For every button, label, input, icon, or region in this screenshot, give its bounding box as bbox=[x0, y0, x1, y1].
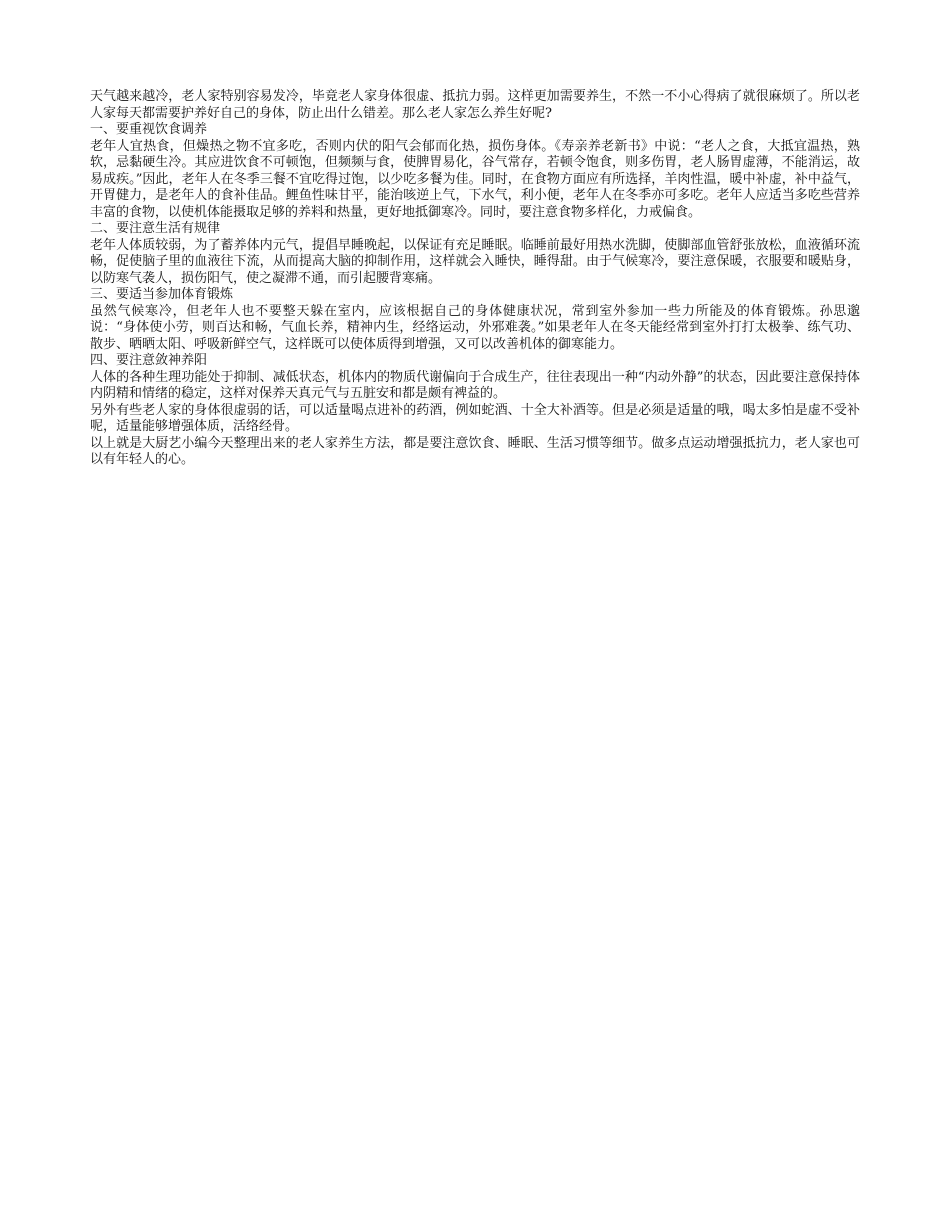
paragraph-exercise: 虽然气候寒冷，但老年人也不要整天躲在室内，应该根据自己的身体健康状况，常到室外参加一些力所能及的体育锻炼。孙思邈说：“身体使小劳，则百达和畅，气血长养，精神内生，经络运动，外邪难袭。”如果老年人在冬天能经常到室外打打太极拳、练气功、散步、晒晒太阳、呼吸新鲜空气，这样既可以使体质得到增强，又可以改善机体的御寒能力。 bbox=[90, 303, 860, 352]
section-heading-diet: 一、要重视饮食调养 bbox=[90, 122, 208, 137]
paragraph-routine: 老年人体质较弱，为了蓄养体内元气，提倡早睡晚起，以保证有充足睡眠。临睡前最好用热水洗脚，使脚部血管舒张放松，血液循环流畅，促使脑子里的血液往下流，从而提高大脑的抑制作用，这样就会入睡快，睡得甜。由于气候寒冷，要注意保暖，衣服要和暖贴身，以防寒气袭人，损伤阳气，使之凝滞不通，而引起腰背寒痛。 bbox=[90, 237, 860, 286]
paragraph-diet: 老年人宜热食，但燥热之物不宜多吃，否则内伏的阳气会郁而化热，损伤身体。《寿亲养老新书》中说：“老人之食，大抵宜温热，熟软，忌黏硬生冷。其应进饮食不可顿饱，但频频与食，使脾胃易化，谷气常存，若顿令饱食，则多伤胃，老人肠胃虚薄，不能消运，故易成疾。”因此，老年人在冬季三餐不宜吃得过饱，以少吃多餐为佳。同时，在食物方面应有所选择，羊肉性温，暖中补虚，补中益气，开胃健力，是老年人的食补佳品。鲤鱼性味甘平，能治咳逆上气，下水气，利小便，老年人在冬季亦可多吃。老年人应适当多吃些营养丰富的食物，以使机体能摄取足够的养料和热量，更好地抵御寒冷。同时，要注意食物多样化，力戒偏食。 bbox=[90, 138, 860, 220]
paragraph-conclusion: 以上就是大厨艺小编今天整理出来的老人家养生方法，都是要注意饮食、睡眠、生活习惯等细节。做多点运动增强抵抗力，老人家也可以有年轻人的心。 bbox=[90, 435, 860, 467]
paragraph-spirit: 人体的各种生理功能处于抑制、减低状态，机体内的物质代谢偏向于合成生产，往往表现出一种“内动外静”的状态，因此要注意保持体内阴精和情绪的稳定，这样对保养天真元气与五脏安和都是颇有裨益的。 bbox=[90, 369, 860, 401]
article-body bbox=[90, 89, 860, 469]
intro-paragraph: 天气越来越冷，老人家特别容易发冷，毕竟老人家身体很虚、抵抗力弱。这样更加需要养生，不然一不小心得病了就很麻烦了。所以老人家每天都需要护养好自己的身体，防止出什么错差。那么老人家怎么养生好呢? bbox=[90, 89, 860, 121]
section-heading-spirit: 四、要注意敛神养阳 bbox=[90, 353, 208, 368]
paragraph-medicinal-wine: 另外有些老人家的身体很虚弱的话，可以适量喝点进补的药酒，例如蛇酒、十全大补酒等。但是必须是适量的哦，喝太多怕是虚不受补呢，适量能够增强体质，活络经骨。 bbox=[90, 402, 860, 434]
section-heading-routine: 二、要注意生活有规律 bbox=[90, 221, 221, 236]
section-heading-exercise: 三、要适当参加体育锻炼 bbox=[90, 287, 234, 302]
